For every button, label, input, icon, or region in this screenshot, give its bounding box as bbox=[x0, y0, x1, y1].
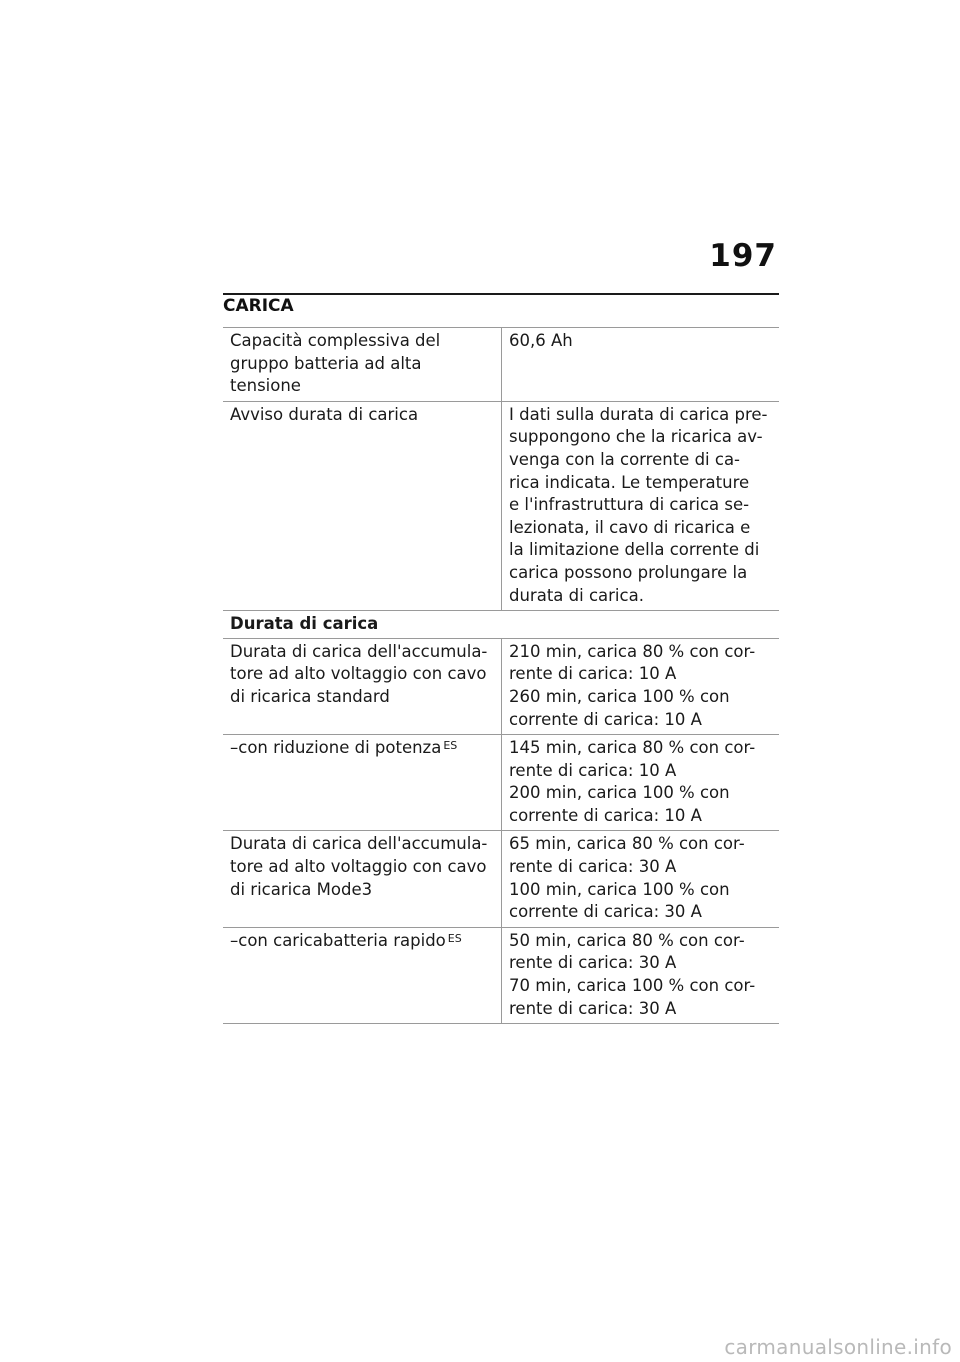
value-line: la limitazione della corrente di bbox=[509, 540, 760, 560]
value-line: 70 min, carica 100 % con cor- bbox=[509, 976, 756, 996]
label-text: Capacità complessiva del bbox=[230, 331, 441, 350]
label-line bbox=[230, 879, 494, 902]
value-line: 260 min, carica 100 % con bbox=[509, 686, 730, 706]
label-text: gruppo batteria ad alta bbox=[230, 353, 422, 373]
table-subheading: Durata di carica bbox=[223, 611, 779, 639]
value-line: 210 min, carica 80 % con cor- bbox=[509, 641, 756, 661]
label-text: tore ad alto voltaggio con cavo bbox=[230, 857, 487, 877]
table-cell-value bbox=[502, 927, 780, 1023]
value-line: 60,6 Ah bbox=[509, 331, 573, 350]
value-line: 65 min, carica 80 % con cor- bbox=[509, 834, 745, 854]
table-cell-value bbox=[502, 735, 780, 831]
table-cell-label bbox=[223, 831, 502, 927]
section-rule bbox=[223, 293, 779, 295]
value-line: rente di carica: 30 A bbox=[509, 953, 677, 973]
value-line: corrente di carica: 10 A bbox=[509, 709, 702, 729]
table-row bbox=[223, 328, 779, 402]
label-text: di ricarica standard bbox=[230, 686, 390, 706]
section-title: CARICA bbox=[223, 296, 294, 316]
label-line bbox=[230, 737, 494, 760]
value-line: 100 min, carica 100 % con bbox=[509, 879, 730, 899]
page-number: 197 bbox=[709, 238, 777, 274]
table-cell-label bbox=[223, 328, 502, 402]
label-text: tensione bbox=[230, 376, 301, 396]
table-cell-label bbox=[223, 927, 502, 1023]
value-line: 50 min, carica 80 % con cor- bbox=[509, 930, 745, 950]
value-line: rente di carica: 30 A bbox=[509, 998, 677, 1018]
value-line: venga con la corrente di ca- bbox=[509, 449, 741, 469]
table-cell-label bbox=[223, 401, 502, 610]
table-row bbox=[223, 401, 779, 610]
label-line bbox=[230, 353, 494, 376]
value-line: rica indicata. Le temperature bbox=[509, 472, 750, 492]
label-text: Durata di carica dell'accumula- bbox=[230, 834, 488, 854]
value-line: lezionata, il cavo di ricarica e bbox=[509, 517, 751, 537]
value-line: rente di carica: 10 A bbox=[509, 664, 677, 684]
label-text: –con riduzione di potenza bbox=[230, 738, 442, 758]
table-cell-value bbox=[502, 401, 780, 610]
label-text: di ricarica Mode3 bbox=[230, 879, 373, 899]
table-row bbox=[223, 735, 779, 831]
label-text: Durata di carica dell'accumula- bbox=[230, 641, 488, 661]
table-cell-label bbox=[223, 735, 502, 831]
value-line: corrente di carica: 30 A bbox=[509, 902, 702, 922]
table-cell-value bbox=[502, 328, 780, 402]
table-row bbox=[223, 927, 779, 1023]
table-cell-value bbox=[502, 638, 780, 734]
label-line bbox=[230, 833, 494, 856]
value-line: 200 min, carica 100 % con bbox=[509, 783, 730, 803]
table-cell-value bbox=[502, 831, 780, 927]
label-text: –con caricabatteria rapido bbox=[230, 930, 446, 950]
footnote-marker: ES bbox=[447, 931, 462, 945]
label-line bbox=[230, 930, 494, 953]
value-line: durata di carica. bbox=[509, 585, 644, 605]
value-line: 145 min, carica 80 % con cor- bbox=[509, 738, 756, 758]
footnote-marker: ES bbox=[443, 739, 458, 753]
value-line: rente di carica: 10 A bbox=[509, 760, 677, 780]
table-cell-label bbox=[223, 638, 502, 734]
table-subheading-row bbox=[223, 611, 779, 639]
value-line: suppongono che la ricarica av- bbox=[509, 427, 763, 447]
label-line bbox=[230, 641, 494, 664]
label-text: tore ad alto voltaggio con cavo bbox=[230, 664, 487, 684]
watermark: carmanualsonline.info bbox=[724, 1335, 952, 1359]
value-line: rente di carica: 30 A bbox=[509, 857, 677, 877]
label-line bbox=[230, 375, 494, 398]
label-line bbox=[230, 686, 494, 709]
value-line: carica possono prolungare la bbox=[509, 562, 748, 582]
value-line: e l'infrastruttura di carica se- bbox=[509, 495, 750, 515]
table-row bbox=[223, 638, 779, 734]
label-line bbox=[230, 330, 494, 353]
label-line bbox=[230, 856, 494, 879]
table-row bbox=[223, 831, 779, 927]
value-line: corrente di carica: 10 A bbox=[509, 805, 702, 825]
spec-table bbox=[223, 327, 779, 1024]
label-line bbox=[230, 663, 494, 686]
value-line: I dati sulla durata di carica pre- bbox=[509, 404, 768, 424]
label-text: Avviso durata di carica bbox=[230, 404, 419, 424]
spec-table-body bbox=[223, 328, 779, 1024]
label-line bbox=[230, 404, 494, 427]
